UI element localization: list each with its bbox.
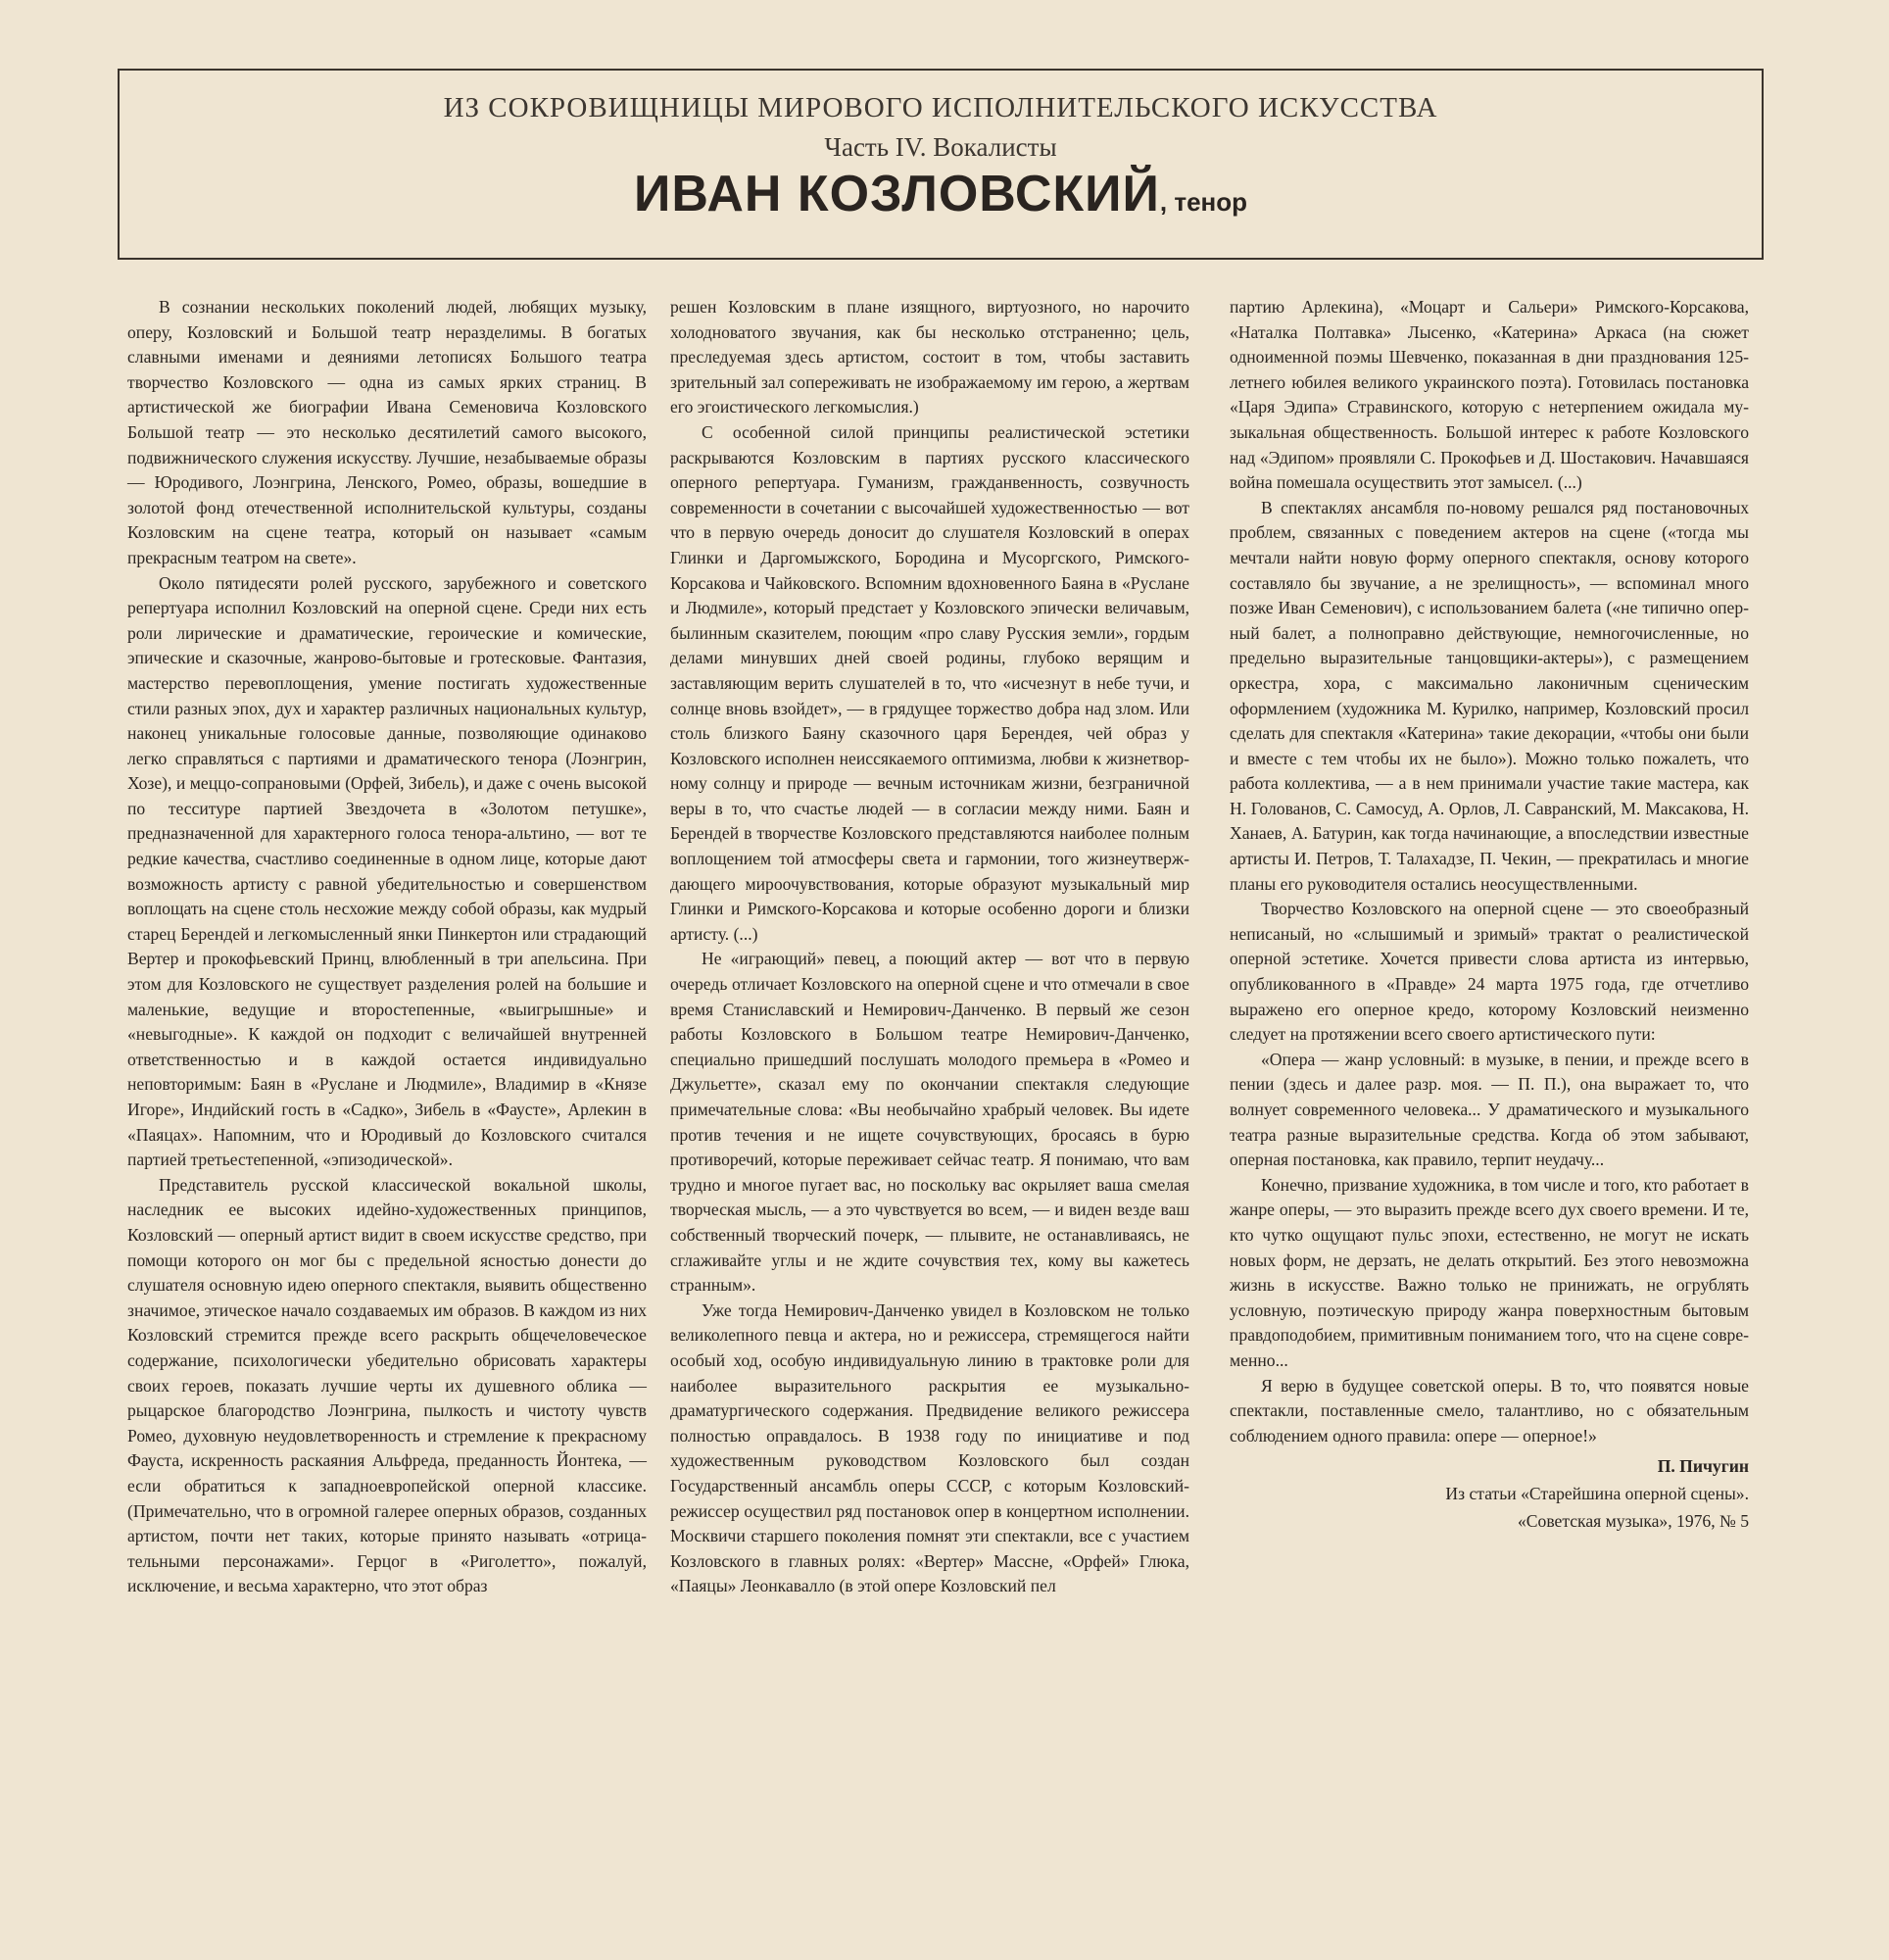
author-name: П. Пичугин [1657, 1456, 1749, 1477]
signature-block [1230, 1452, 1749, 1535]
paragraph: Уже тогда Немирович-Данченко увидел в Козловском не только великолепного певца и актера, но и режиссера, стремящегося найти особый ход, особую индивидуальную линию в трактовке роли для наиболее выразительного раскрытия ее музыкально-драматургического содержания. Предвидение великого режиссера полностью оправдалось. В 1938 году по инициативе и под художественным руководством Козловского был создан Государственный ансамбль оперы СССР, с которым Козловский-режиссер осуществил ряд постановок опер в концертном исполнении. Москвичи старшего поколения помнят эти спектакли, все с участием Козловского в главных ролях: «Вертер» Массне, «Орфей» Глюка, «Паяцы» Леонкавалло (в этой опере Козловский пел [670, 1299, 1189, 1596]
text-column-3 [1230, 295, 1749, 1535]
artist-name: ИВАН КОЗЛОВСКИЙ [633, 166, 1160, 222]
source-citation: «Советская музыка», 1976, № 5 [1518, 1511, 1749, 1532]
quote-paragraph: Я верю в будущее советской оперы. В то, что появятся новые спектакли, поставленные смело, талантливо, но с обязательным соблюдением одного правила: опере — оперное!» [1230, 1375, 1749, 1446]
part-subtitle: Часть IV. Вокалисты [824, 132, 1057, 162]
source-citation: Из статьи «Старейшина оперной сцены». [1445, 1484, 1749, 1504]
text-column-2 [670, 295, 1189, 1599]
paragraph: Представитель русской классической вокальной школы, наследник ее высоких идейно-художественных принципов, Козловский — оперный артист видит в своем искусстве средство, при помощи которого он мог бы с предельной ясностью донести до слушателя основную идею оперного спектакля, выявить общественно значимое, этическое начало создаваемых им образов. В каждом из них Козловский стремится прежде всего раскрыть общечеловеческое содержание, психологически убедительно обрисовать характеры своих героев, показать лучшие черты их душевного облика — рыцарское благородство Лоэнгрина, пылкость и чистоту чувств Ромео, духовную неудовлетворенность и стремление к прекрасному Фауста, искренность раскаяния Альфреда, преданность Йонтека, — если обратиться к западноевропейской оперной классике. (Примечательно, что в огромной галерее оперных образов, созданных артистом, почти нет таких, которые принято называть «отрицательными персонажами». Герцог в «Риголетто», пожалуй, исключение, и весьма характерно, что этот образ [127, 1174, 647, 1596]
quote-paragraph: «Опера — жанр условный: в музыке, в пении, и прежде всего в пении (здесь и далее разр. моя. — П. П.), она выражает то, что волнует современного человека... У драматического и музыкального театра разные выразительные средства. Когда об этом забывают, оперная постановка, как правило, терпит неудачу... [1230, 1049, 1749, 1170]
paragraph: Не «играющий» певец, а поющий актер — вот что в первую очередь отличает Козловского на оперной сцене и что отмечали в свое время Станиславский и Немирович-Данченко. В первый же сезон работы Козловского в Большом театре Немирович-Данченко, специально пришедший послушать молодого премьера в «Ромео и Джульетте», сказал ему по окончании спектакля следующие примечательные слова: «Вы необычайно храбрый человек. Вы идете против течения и не ищете сочувствующих, бросаясь в бурю противоречий, которые переживает сейчас театр. Я понимаю, что вам трудно и многое пугает вас, но поскольку вас окрыляет ваша смелая творческая мысль, — а это чувствуется во всем, — и виден везде ваш собственный творческий почерк, — плывите, не останавливаясь, не сглаживайте углы и не ждите сочувствия тех, кому вы кажетесь странным». [670, 949, 1189, 1296]
text-column-1 [127, 295, 647, 1599]
series-title: ИЗ СОКРОВИЩНИЦЫ МИРОВОГО ИСПОЛНИТЕЛЬСКОГО ИСКУССТВА [443, 92, 1438, 123]
paragraph: С особенной силой принципы реалистической эстетики раскрываются Козловским в партиях русского классического оперного репертуара. Гуманизм, гражданвенность, созвучность современности в сочетании с высочайшей художественностью — вот что в первую очередь доносит до слушателя Козловский в операх Глинки и Даргомыжского, Бородина и Мусоргского, Римского-Корсакова и Чайковского. Вспомним вдохновенного Баяна в «Руслане и Людмиле», который предстает у Козловского эпически величавым, былинным сказителем, поющим «про славу Русския земли», гордым делами минувших дней своей родины, глубоко верящим и заставляющим верить слушателей в то, что «исчезнут в небе тучи, и солнце вновь взойдет», — в грядущее торжество добра над злом. Или столь близкого Баяну сказочного царя Берендея, чей образ у Козловского исполнен неиссякаемого оптимизма, любви к жизнетворному солнцу и природе — вечным источникам жизни, безграничной веры в то, что счастье людей — в согласии между ними. Баян и Берендей в творчестве Козловского представляются наиболее полным воплощением той атмосферы света и гармонии, того жизнеутверждающего мироочувствования, которые образуют музыкальный мир Глинки и Римского-Корсакова и которые особенно дороги и близки артисту. (...) [670, 421, 1189, 944]
paragraph: В сознании нескольких поколений людей, любящих музыку, оперу, Козловский и Большой театр неразделимы. В богатых славными именами и деяниями летописях Большого театра творчество Козловского — одна из самых ярких страниц. В артистической же биографии Ивана Семеновича Козловского Большой театр — это несколько десятилетий самого высокого, подвижнического служения искусству. Лучшие, незабываемые образы — Юродивого, Лоэнгрина, Ленского, Ромео, образы, вошедшие в золотой фонд отечественной исполнительской культуры, созданы Козловским на сцене театра, который он называет «самым прекрасным театром на свете». [127, 297, 647, 567]
paragraph: В спектаклях ансамбля по-новому решался ряд постановочных проблем, связанных с поведением актеров на сцене («тогда мы мечтали найти новую форму оперного спектакля, основу которого составляло бы звучание, а не зрелищность», — вспоминал много позже Иван Семенович), с использованием балета («не типично оперный балет, а полноправно действующие, немногочисленные, но предельно выразительные танцовщики-актеры»), с размещением оркестра, хора, с максимально лаконичным сценическим оформлением (художника М. Курилко, например, Козловский просил сделать для спектакля «Катерина» такие декорации, «чтобы они были и вместе с тем чтобы их не было»). Можно только пожалеть, что работа коллектива, — а в нем принимали участие такие мастера, как Н. Голованов, С. Самосуд, А. Орлов, Л. Савранский, М. Максакова, Н. Ханаев, А. Батурин, как тогда начинающие, а впоследствии известные артисты И. Петров, Т. Талахадзе, П. Чекин, — прекратилась и многие планы его руководителя остались неосуществленными. [1230, 497, 1749, 894]
paragraph: партию Арлекина), «Моцарт и Сальери» Римского-Корсакова, «Наталка Полтавка» Лысенко, «Катерина» Аркаса (на сюжет одноименной поэмы Шевченко, показанная в дни празднования 125-летнего юбилея великого украинского поэта). Готовилась постановка «Царя Эдипа» Стравинского, которую с нетерпением ожидала музыкальная общественность. Большой интерес к работе Козловского над «Эдипом» проявляли С. Прокофьев и Д. Шостакович. Начавшаяся война помешала осуществить этот замысел. (...) [1230, 297, 1749, 493]
quote-paragraph: Конечно, призвание художника, в том числе и того, кто работает в жанре оперы, — это выразить прежде всего дух своего времени. И те, кто чутко ощущают пульс эпохи, естественно, не могут не искать новых форм, не дерзать, не делать открытий. Без этого невозможна жизнь в искусстве. Важно только не принижать, не огрублять условную, поэтическую природу жанра поверхностным бытовым правдоподобием, примитивным пониманием того, что на сцене современно... [1230, 1174, 1749, 1370]
voice-type: , тенор [1159, 187, 1247, 217]
paragraph: решен Козловским в плане изящного, виртуозного, но нарочито холодноватого звучания, как бы несколько отстраненно; цель, преследуемая здесь артистом, состоит в том, чтобы заставить зрительный зал сопереживать не изображаемому им герою, а жертвам его эгоистического легкомыслия.) [670, 297, 1189, 417]
header-frame [118, 69, 1764, 260]
paragraph: Творчество Козловского на оперной сцене — это своеобразный неписаный, но «слышимый и зримый» трактат о реалистической оперной эстетике. Хочется привести слова артиста из интервью, опубликованного в «Правде» 24 марта 1975 года, где отчетливо выражено его оперное кредо, которому Козловский неизменно следует на протяжении всего своего артистического пути: [1230, 899, 1749, 1045]
paragraph: Около пятидесяти ролей русского, зарубежного и советского репертуара исполнил Козловский на оперной сцене. Среди них есть роли лирические и драматические, героические и комические, эпические и сказочные, жанрово-бытовые и гротесковые. Фантазия, мастерство перевоплощения, умение постигать художественные стили разных эпох, дух и характер различных национальных культур, наконец уникальные голосовые данные, позволяющие одинаково легко справляться с партиями и драматического тенора (Лоэнгрин, Хозе), и меццо-сопрановыми (Орфей, Зибель), и даже с очень высокой по тесситуре партией Звездочета в «Золотом петушке», предназначенной для характерного голоса тенора-альтино, — вот те редкие качества, счастливо соединенные в одном лице, которые дают возможность артисту с равной убедительностью и совершенством воплощать на сцене столь несхожие между собой образы, как мудрый старец Берендей и легкомысленный янки Пинкертон или страдающий Вертер и прокофьевский Принц, влюбленный в три апельсина. При этом для Козловского не существует разделения ролей на большие и маленькие, ведущие и второстепенные, «выигрышные» и «невыгодные». К каждой он подходит с величайшей внутренней ответственностью и в каждой остается индивидуально неповторимым: Баян в «Руслане и Людмиле», Владимир в «Князе Игоре», Индийский гость в «Садко», Зибель в «Фаусте», Арлекин в «Паяцах». Напомним, что и Юродивый до Козловского считался партией третьестепенной, «эпизодической». [127, 572, 647, 1170]
artist-line [120, 165, 1762, 223]
